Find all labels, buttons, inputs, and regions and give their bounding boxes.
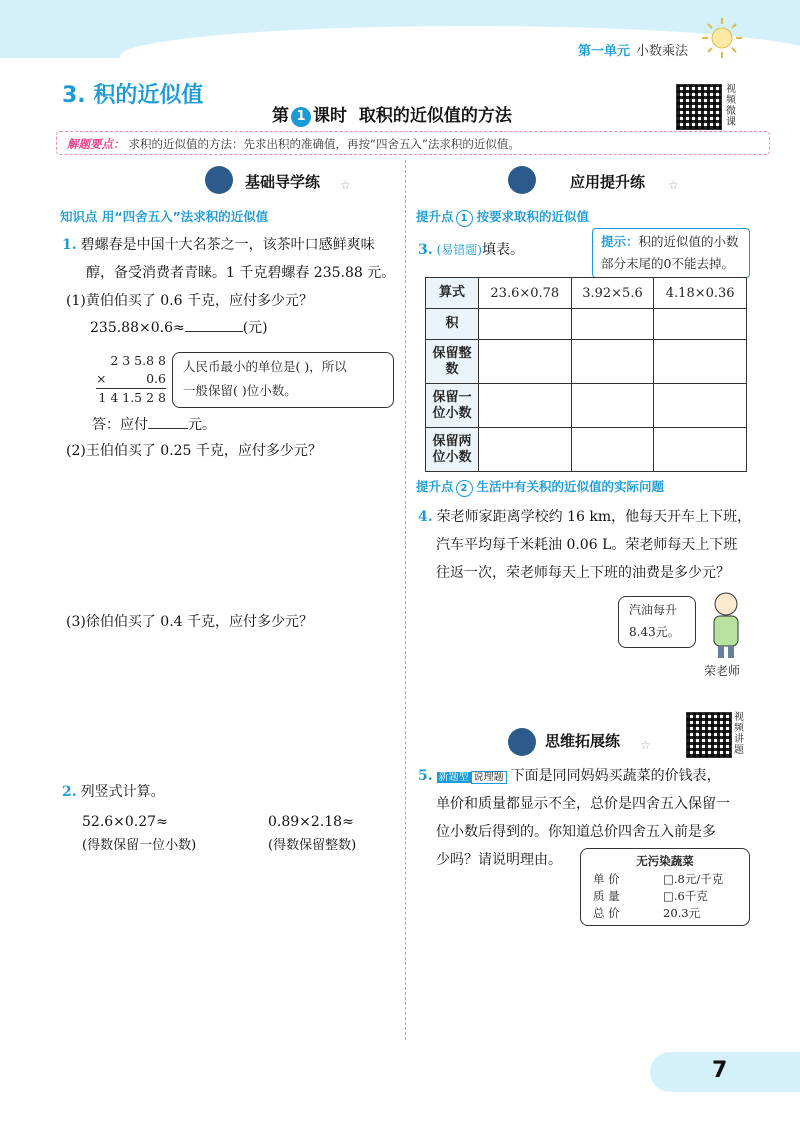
- teacher-label: 荣老师: [704, 664, 741, 678]
- star-icon: ☆: [340, 178, 351, 192]
- table-cell[interactable]: [654, 428, 747, 472]
- mascot-icon: [508, 166, 536, 194]
- table-cell[interactable]: [654, 309, 747, 340]
- section-title: 3. 积的近似值: [62, 83, 204, 108]
- q5-line4: 少吗？请说明理由。: [436, 852, 562, 868]
- q2b-expression: 0.89×2.18≈: [268, 814, 354, 830]
- right-section-heading: 应用提升练: [570, 173, 646, 191]
- fuel-price-bubble: 汽油每升 8.43元。: [618, 596, 696, 648]
- table-cell[interactable]: [479, 309, 572, 340]
- q4-line1: 4. 荣老师家距离学校约 16 km，他每天开车上下班，: [418, 509, 752, 525]
- lesson-number-badge: 1: [291, 107, 311, 127]
- q1-line1: 1. 碧螺春是中国十大名茶之一，该茶叶口感鲜爽味: [62, 237, 375, 253]
- mascot-icon: [205, 166, 233, 194]
- table-cell[interactable]: [479, 428, 572, 472]
- table-cell[interactable]: [479, 340, 572, 384]
- price-card-title: 无污染蔬菜: [636, 854, 694, 868]
- sun-decoration-icon: [700, 16, 744, 60]
- price-row: 总 价 20.3元: [593, 906, 701, 920]
- q1-part1-expression: 235.88×0.6≈ (元): [90, 320, 268, 336]
- point1: 提升点 1 按要求取积的近似值: [416, 207, 589, 227]
- lesson-title: 第 1 课时 取积的近似值的方法: [272, 106, 512, 126]
- table-row: 算式 23.6×0.78 3.92×5.6 4.18×0.36: [426, 278, 747, 309]
- table-row: 保留整数: [426, 340, 747, 384]
- table-cell[interactable]: [571, 384, 654, 428]
- header-curve: [120, 26, 800, 86]
- mascot-icon: [508, 728, 536, 756]
- q4-line2: 汽车平均每千米耗油 0.06 L。荣老师每天上下班: [436, 537, 738, 553]
- table-cell[interactable]: [654, 384, 747, 428]
- table-cell[interactable]: [571, 340, 654, 384]
- page-number: 7: [712, 1058, 728, 1083]
- answer-blank[interactable]: [148, 428, 188, 429]
- price-row: 质 量 □.6千克: [593, 889, 708, 903]
- fill-table: [425, 277, 747, 472]
- hint-bubble: 人民币最小的单位是( )，所以 一般保留( )位小数。: [172, 352, 394, 408]
- table-cell[interactable]: [571, 309, 654, 340]
- q3-text: 3. (易错题)填表。: [418, 242, 524, 258]
- qr-code-icon[interactable]: [676, 84, 722, 130]
- answer-blank[interactable]: [185, 331, 243, 332]
- q1-part2: (2)王伯伯买了 0.25 千克，应付多少元？: [66, 443, 322, 459]
- unit-label: 第一单元 小数乘法: [578, 44, 689, 59]
- solution-tip: 解题要点： 求积的近似值的方法：先求出积的准确值，再按“四舍五入”法求积的近似值。: [56, 131, 770, 155]
- column-divider: [405, 160, 406, 1040]
- knowledge-point: 知识点 用“四舍五入”法求积的近似值: [60, 209, 269, 224]
- q2-text: 2. 列竖式计算。: [62, 784, 165, 800]
- table-cell[interactable]: [571, 428, 654, 472]
- right-section-heading-2: 思维拓展练: [545, 732, 621, 750]
- table-cell[interactable]: [654, 340, 747, 384]
- table-row: 积: [426, 309, 747, 340]
- q2a-note: (得数保留一位小数): [82, 838, 197, 853]
- hint-box: 提示：积的近似值的小数 部分末尾的0不能去掉。: [592, 228, 750, 278]
- q4-line3: 往返一次，荣老师每天上下班的油费是多少元？: [436, 565, 730, 581]
- q5-line2: 单价和质量都显示不全，总价是四舍五入保留一: [436, 796, 730, 812]
- left-section-heading: 基础导学练: [245, 173, 321, 191]
- q1-part1: (1)黄伯伯买了 0.6 千克，应付多少元？: [66, 293, 313, 309]
- q5-line3: 位小数后得到的。你知道总价四舍五入前是多: [436, 824, 716, 840]
- qr-label-bottom: 视频讲题: [734, 712, 744, 756]
- price-card: [580, 848, 750, 926]
- teacher-icon: [702, 588, 750, 660]
- star-icon: ☆: [668, 178, 679, 192]
- table-row: 保留两位小数: [426, 428, 747, 472]
- q2b-note: (得数保留整数): [268, 838, 357, 853]
- q2a-expression: 52.6×0.27≈: [82, 814, 168, 830]
- point2: 提升点 2 生活中有关积的近似值的实际问题: [416, 477, 664, 497]
- q1-answer: 答：应付 元。: [92, 417, 216, 433]
- price-row: 单 价 □.8元/千克: [593, 872, 724, 886]
- q1-line2: 醇，备受消费者青睐。1 千克碧螺春 235.88 元。: [86, 265, 396, 281]
- q1-part3: (3)徐伯伯买了 0.4 千克，应付多少元？: [66, 614, 313, 630]
- qr-label-top: 视频微课: [726, 84, 736, 128]
- star-icon: ☆: [640, 738, 651, 752]
- vertical-calc: 2 3 5.8 8 × 0.6 1 4 1.5 2 8: [96, 353, 166, 405]
- table-row: 保留一位小数: [426, 384, 747, 428]
- table-cell[interactable]: [479, 384, 572, 428]
- q5-line1: 5. 新题型 说理题 下面是同同妈妈买蔬菜的价钱表，: [418, 768, 721, 784]
- qr-code-icon[interactable]: [686, 712, 732, 758]
